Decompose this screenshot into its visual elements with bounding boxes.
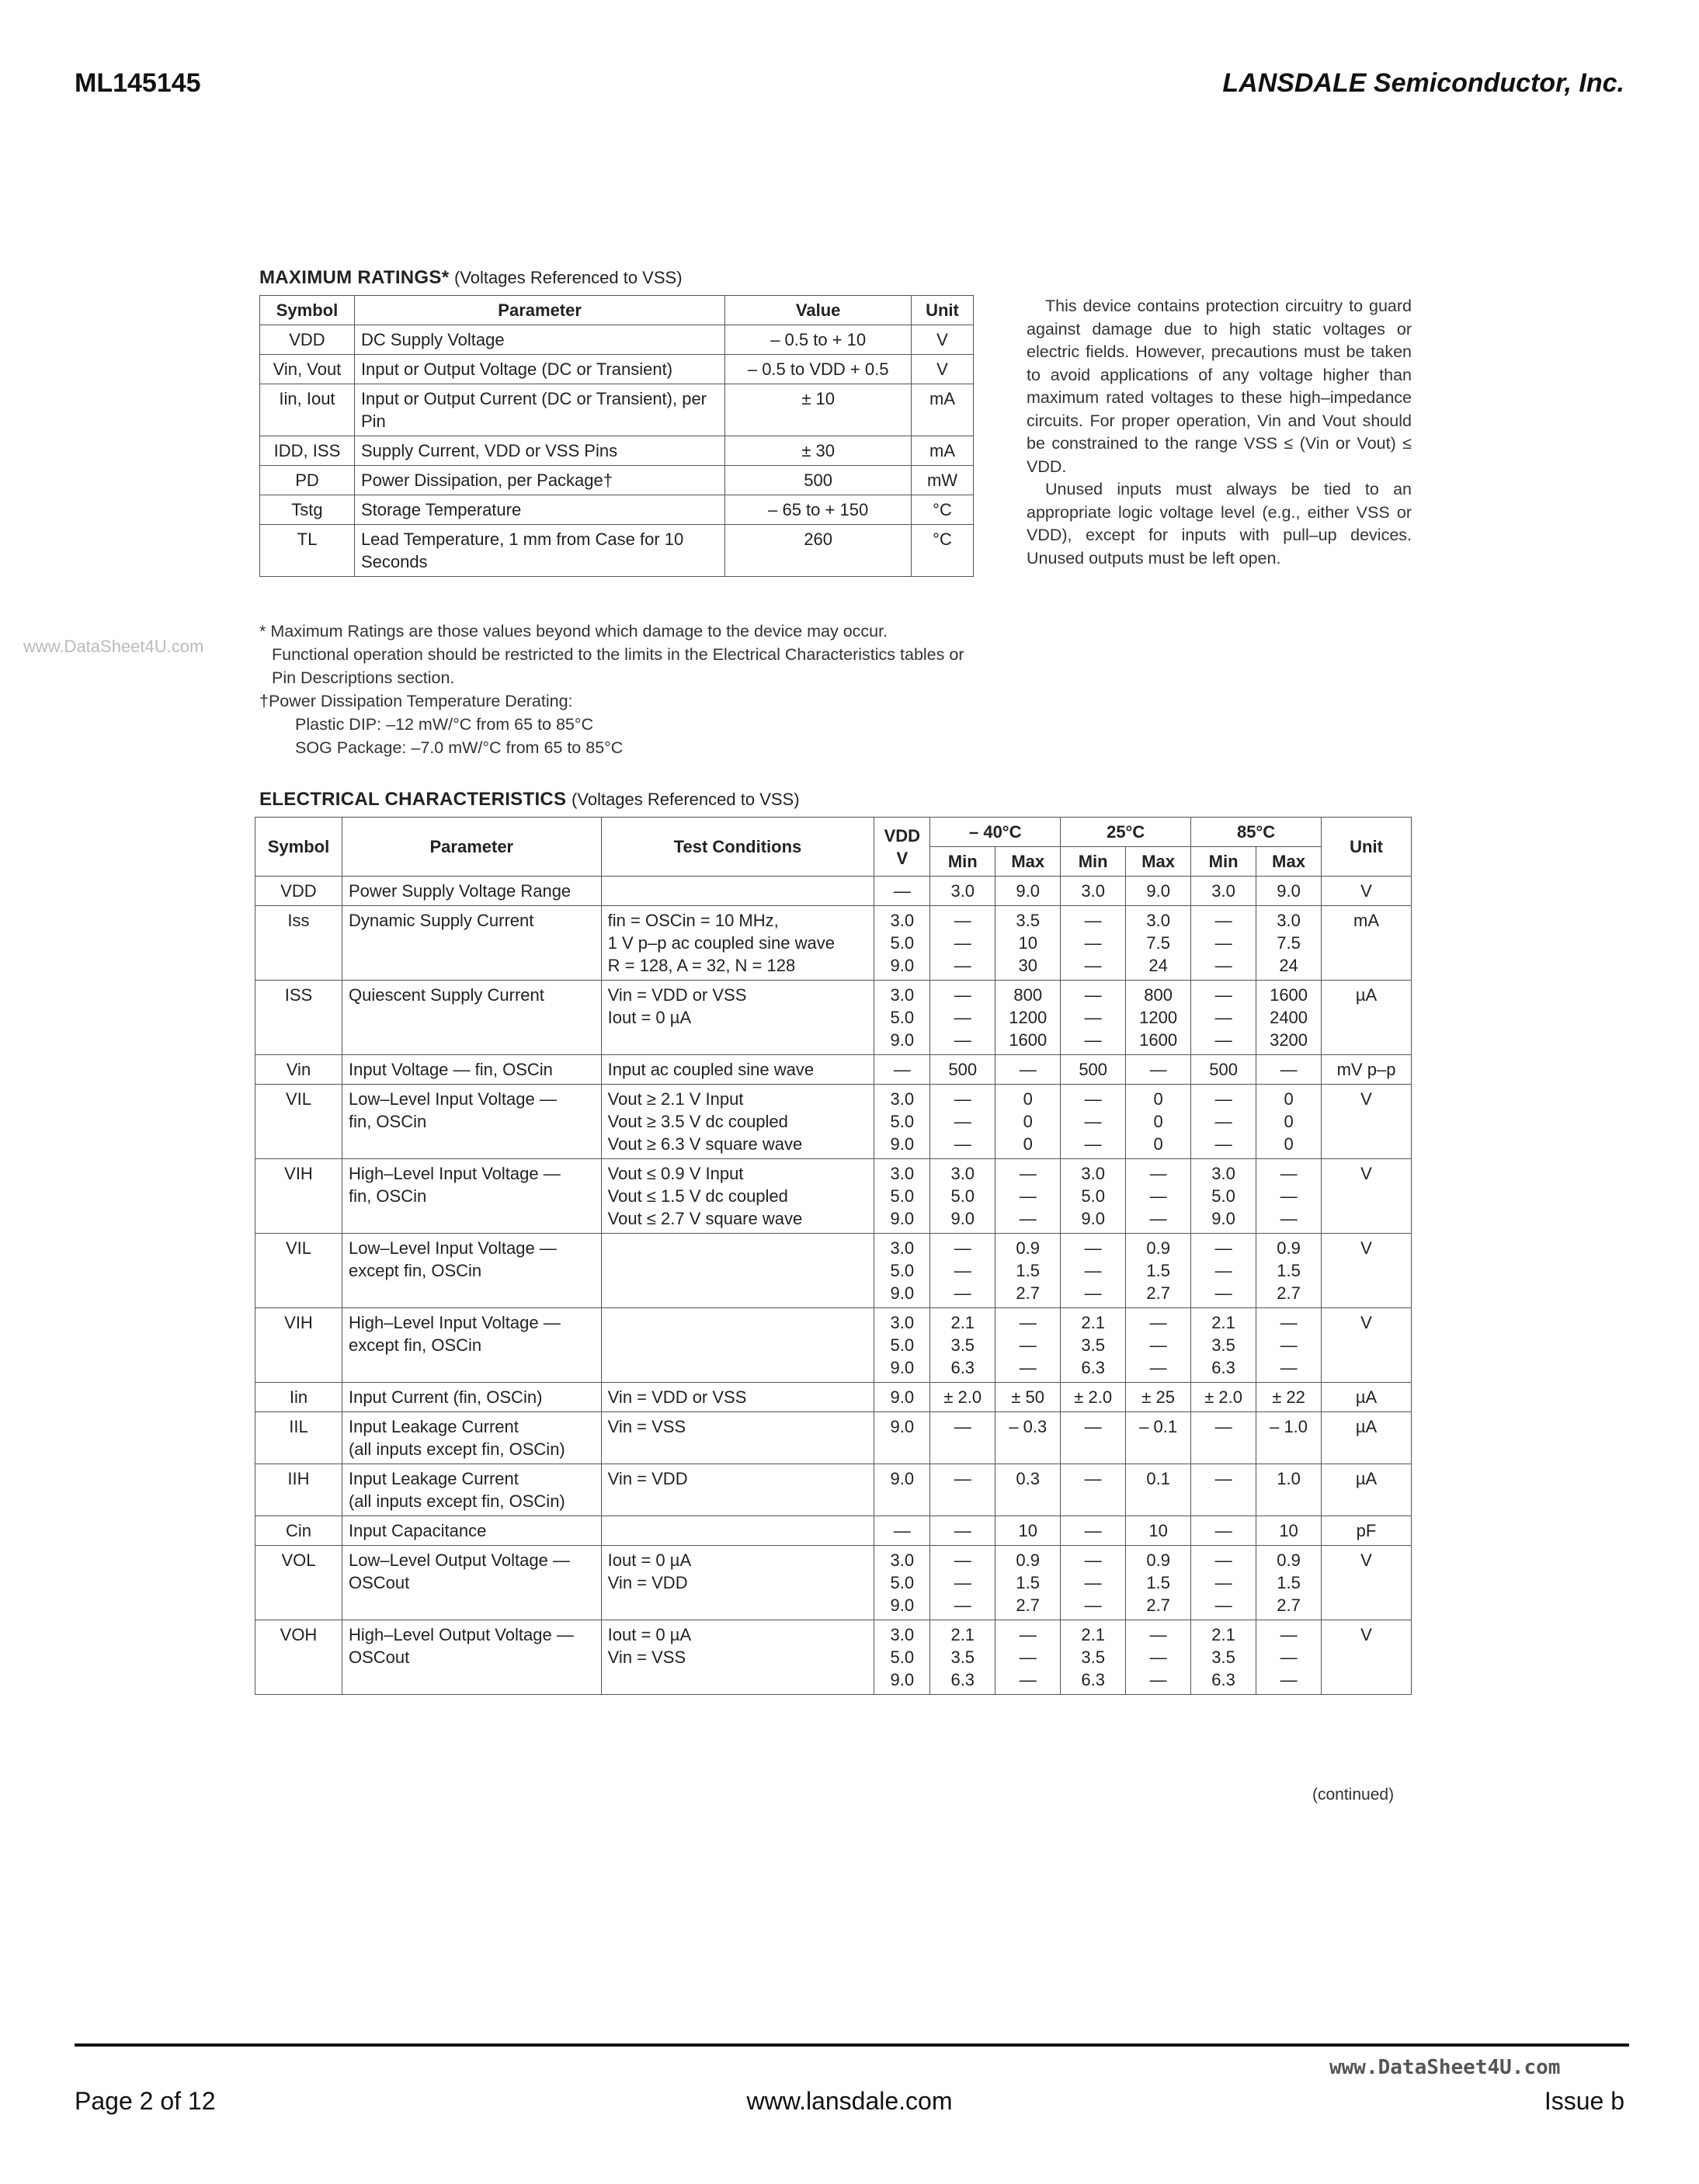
cell-test-conditions: Vout ≥ 2.1 V Input Vout ≥ 3.5 V dc coupled Vout ≥ 6.3 V square wave [601, 1085, 874, 1159]
cell-max: 9.0 [995, 877, 1061, 906]
cell-max: 800 1200 1600 [1126, 981, 1191, 1055]
elec-row [255, 1055, 1412, 1085]
cell-parameter: Low–Level Input Voltage — fin, OSCin [342, 1085, 601, 1159]
cell-vdd: 3.0 5.0 9.0 [874, 906, 930, 981]
cell-parameter: Input Current (fin, OSCin) [342, 1383, 601, 1412]
cell-unit: pF [1322, 1516, 1412, 1546]
max-ratings-header-row [260, 296, 974, 325]
cell-unit: V [1322, 1308, 1412, 1383]
footnote-dagger: †Power Dissipation Temperature Derating: [259, 692, 573, 710]
cell-min: 2.1 3.5 6.3 [1191, 1620, 1256, 1695]
cell-parameter: Dynamic Supply Current [342, 906, 601, 981]
cell-min: 3.0 [930, 877, 995, 906]
cell-vdd: 3.0 5.0 9.0 [874, 1546, 930, 1620]
cell-min: — [1061, 1464, 1126, 1516]
cell-max: 0.9 1.5 2.7 [1256, 1546, 1322, 1620]
cell-max: ± 25 [1126, 1383, 1191, 1412]
cell-test-conditions: fin = OSCin = 10 MHz, 1 V p–p ac coupled sine wave R = 128, A = 32, N = 128 [601, 906, 874, 981]
cell-max: 0.9 1.5 2.7 [1126, 1546, 1191, 1620]
cell-max: — — — [1256, 1620, 1322, 1695]
vdd-unit: V [896, 848, 909, 868]
col-header-temp-1: – 40°C [930, 818, 1061, 847]
cell-parameter: Low–Level Input Voltage — except fin, OSCin [342, 1234, 601, 1308]
cell-min: — — — [1191, 1546, 1256, 1620]
cell-symbol: Iin, Iout [260, 384, 355, 436]
cell-parameter: Input Leakage Current (all inputs except fin, OSCin) [342, 1412, 601, 1464]
col-header-test: Test Conditions [601, 818, 874, 877]
cell-max: — — — [1126, 1620, 1191, 1695]
max-ratings-table [259, 295, 974, 577]
cell-min: — [1061, 1412, 1126, 1464]
cell-min: — — — [1191, 981, 1256, 1055]
cell-unit: V [1322, 877, 1412, 906]
cell-min: — — — [930, 1085, 995, 1159]
elec-header-row-1 [255, 818, 1412, 847]
watermark-text: www.DataSheet4U.com [23, 637, 204, 656]
max-ratings-heading: MAXIMUM RATINGS* [259, 267, 450, 288]
cell-min: — — — [1191, 1085, 1256, 1159]
footer-rule [75, 2043, 1629, 2047]
col-header-temp-2: 25°C [1061, 818, 1191, 847]
max-ratings-note: (Voltages Referenced to VSS) [454, 268, 683, 287]
cell-min: ± 2.0 [930, 1383, 995, 1412]
footer-watermark: www.DataSheet4U.com [1329, 2056, 1561, 2079]
max-ratings-row [260, 384, 974, 436]
cell-min: — — — [1191, 906, 1256, 981]
header-company: LANSDALE Semiconductor, Inc. [1222, 68, 1624, 98]
cell-min: 3.0 [1061, 877, 1126, 906]
cell-max: 0 0 0 [1126, 1085, 1191, 1159]
cell-min: — — — [930, 906, 995, 981]
footnote-star: * Maximum Ratings are those values beyond which damage to the device may occur. [259, 622, 888, 641]
max-ratings-row [260, 436, 974, 466]
cell-test-conditions: Input ac coupled sine wave [601, 1055, 874, 1085]
cell-max: 0.1 [1126, 1464, 1191, 1516]
cell-symbol: Vin, Vout [260, 355, 355, 384]
cell-min: ± 2.0 [1191, 1383, 1256, 1412]
footnote-sog: SOG Package: –7.0 mW/°C from 65 to 85°C [295, 738, 624, 757]
max-ratings-row [260, 355, 974, 384]
cell-unit: V [1322, 1234, 1412, 1308]
col-header-temp-3: 85°C [1191, 818, 1322, 847]
cell-vdd: — [874, 877, 930, 906]
col-header-max: Max [995, 847, 1061, 877]
cell-max: — [995, 1055, 1061, 1085]
cell-symbol: IIL [255, 1412, 342, 1464]
cell-max: — — — [1256, 1308, 1322, 1383]
elec-row [255, 1159, 1412, 1234]
col-header: Parameter [354, 296, 724, 325]
cell-value: – 0.5 to VDD + 0.5 [725, 355, 912, 384]
col-header-max: Max [1256, 847, 1322, 877]
cell-parameter: High–Level Input Voltage — fin, OSCin [342, 1159, 601, 1234]
cell-test-conditions: Vin = VDD [601, 1464, 874, 1516]
vdd-label: VDD [884, 825, 921, 845]
cell-min: — — — [1061, 981, 1126, 1055]
cell-unit: V [912, 325, 974, 355]
cell-unit: V [1322, 1159, 1412, 1234]
cell-unit: mA [1322, 906, 1412, 981]
cell-min: — [930, 1464, 995, 1516]
elec-row [255, 1546, 1412, 1620]
col-header: Unit [912, 296, 974, 325]
cell-unit: V [1322, 1085, 1412, 1159]
cell-parameter: Quiescent Supply Current [342, 981, 601, 1055]
cell-parameter: Input or Output Voltage (DC or Transient) [354, 355, 724, 384]
cell-min: ± 2.0 [1061, 1383, 1126, 1412]
cell-vdd: 9.0 [874, 1464, 930, 1516]
col-header-min: Min [1061, 847, 1126, 877]
cell-symbol: VIL [255, 1085, 342, 1159]
cell-max: 0.9 1.5 2.7 [1256, 1234, 1322, 1308]
elec-note: (Voltages Referenced to VSS) [572, 790, 800, 809]
col-header-parameter: Parameter [342, 818, 601, 877]
cell-parameter: Power Dissipation, per Package† [354, 466, 724, 495]
cell-vdd: — [874, 1055, 930, 1085]
cell-test-conditions: Vin = VSS [601, 1412, 874, 1464]
cell-value: ± 30 [725, 436, 912, 466]
continued-label: (continued) [1312, 1786, 1395, 1804]
cell-parameter: Lead Temperature, 1 mm from Case for 10 Seconds [354, 525, 724, 577]
cell-symbol: VOL [255, 1546, 342, 1620]
footer-url: www.lansdale.com [746, 2087, 953, 2115]
cell-test-conditions: Vin = VDD or VSS Iout = 0 µA [601, 981, 874, 1055]
elec-row [255, 1620, 1412, 1695]
cell-symbol: Tstg [260, 495, 355, 525]
cell-min: — [930, 1412, 995, 1464]
cell-symbol: Cin [255, 1516, 342, 1546]
cell-unit: °C [912, 495, 974, 525]
cell-max: 0.3 [995, 1464, 1061, 1516]
cell-min: 500 [1191, 1055, 1256, 1085]
cell-max: 0 0 0 [995, 1085, 1061, 1159]
cell-symbol: Vin [255, 1055, 342, 1085]
cell-min: 2.1 3.5 6.3 [930, 1308, 995, 1383]
cell-min: — — — [930, 1546, 995, 1620]
cell-min: 2.1 3.5 6.3 [1061, 1308, 1126, 1383]
cell-max: ± 22 [1256, 1383, 1322, 1412]
elec-row [255, 1412, 1412, 1464]
cell-min: — [1061, 1516, 1126, 1546]
cell-unit: mA [912, 384, 974, 436]
col-header-min: Min [930, 847, 995, 877]
cell-test-conditions: Iout = 0 µA Vin = VDD [601, 1546, 874, 1620]
cell-max: 10 [1256, 1516, 1322, 1546]
cell-max: 0.9 1.5 2.7 [1126, 1234, 1191, 1308]
elec-row [255, 1516, 1412, 1546]
max-ratings-title [259, 267, 683, 289]
cell-max: 800 1200 1600 [995, 981, 1061, 1055]
page-number: Page 2 of 12 [75, 2087, 216, 2115]
footnote-dip: Plastic DIP: –12 mW/°C from 65 to 85°C [295, 715, 594, 734]
elec-row [255, 1085, 1412, 1159]
cell-parameter: Input Capacitance [342, 1516, 601, 1546]
cell-test-conditions: Vin = VDD or VSS [601, 1383, 874, 1412]
cell-min: 500 [1061, 1055, 1126, 1085]
elec-body [255, 877, 1412, 1695]
cell-symbol: Iss [255, 906, 342, 981]
cell-test-conditions: Iout = 0 µA Vin = VSS [601, 1620, 874, 1695]
cell-min: 2.1 3.5 6.3 [1061, 1620, 1126, 1695]
cell-vdd: 3.0 5.0 9.0 [874, 1234, 930, 1308]
cell-unit: mA [912, 436, 974, 466]
cell-min: 3.0 5.0 9.0 [930, 1159, 995, 1234]
cell-max: — — — [1126, 1159, 1191, 1234]
cell-parameter: Storage Temperature [354, 495, 724, 525]
max-ratings-footnotes [259, 620, 982, 759]
cell-max: 3.0 7.5 24 [1256, 906, 1322, 981]
footnote-star-cont: Functional operation should be restricted to the limits in the Electrical Characteristics tables or Pin Descriptions section. [272, 645, 964, 687]
cell-max: — — — [995, 1620, 1061, 1695]
cell-min: — — — [1191, 1234, 1256, 1308]
cell-vdd: 3.0 5.0 9.0 [874, 981, 930, 1055]
cell-symbol: IDD, ISS [260, 436, 355, 466]
col-header: Value [725, 296, 912, 325]
max-ratings-row [260, 495, 974, 525]
cell-symbol: IIH [255, 1464, 342, 1516]
cell-max: 3.0 7.5 24 [1126, 906, 1191, 981]
cell-value: ± 10 [725, 384, 912, 436]
cell-max: 10 [1126, 1516, 1191, 1546]
cell-unit: mV p–p [1322, 1055, 1412, 1085]
cell-min: — — — [930, 981, 995, 1055]
cell-parameter: High–Level Output Voltage — OSCout [342, 1620, 601, 1695]
cell-vdd: 9.0 [874, 1383, 930, 1412]
header-part-number: ML145145 [75, 68, 201, 98]
cell-test-conditions [601, 877, 874, 906]
cell-min: — [1191, 1464, 1256, 1516]
cell-min: 2.1 3.5 6.3 [1191, 1308, 1256, 1383]
cell-symbol: ISS [255, 981, 342, 1055]
cell-max: 1.0 [1256, 1464, 1322, 1516]
cell-parameter: Input Voltage — fin, OSCin [342, 1055, 601, 1085]
cell-max: – 0.3 [995, 1412, 1061, 1464]
cell-symbol: VDD [255, 877, 342, 906]
cell-unit: µA [1322, 1464, 1412, 1516]
cell-min: — — — [930, 1234, 995, 1308]
cell-unit: V [1322, 1620, 1412, 1695]
cell-max: — [1256, 1055, 1322, 1085]
cell-min: — — — [1061, 1234, 1126, 1308]
elec-row [255, 981, 1412, 1055]
cell-unit: V [1322, 1546, 1412, 1620]
cell-max: — — — [1256, 1159, 1322, 1234]
max-ratings-row [260, 466, 974, 495]
elec-row [255, 1383, 1412, 1412]
cell-max: 0 0 0 [1256, 1085, 1322, 1159]
cell-max: — [1126, 1055, 1191, 1085]
cell-max: – 0.1 [1126, 1412, 1191, 1464]
cell-symbol: VIL [255, 1234, 342, 1308]
elec-row [255, 906, 1412, 981]
cell-unit: V [912, 355, 974, 384]
cell-vdd: 3.0 5.0 9.0 [874, 1159, 930, 1234]
electrical-characteristics-table [255, 817, 1412, 1695]
max-ratings-row [260, 325, 974, 355]
col-header-symbol: Symbol [255, 818, 342, 877]
cell-max: — — — [995, 1308, 1061, 1383]
cell-max: — — — [995, 1159, 1061, 1234]
col-header-min: Min [1191, 847, 1256, 877]
cell-min: 3.0 5.0 9.0 [1061, 1159, 1126, 1234]
cell-max: 9.0 [1126, 877, 1191, 906]
cell-max: 10 [995, 1516, 1061, 1546]
cell-parameter: High–Level Input Voltage — except fin, OSCin [342, 1308, 601, 1383]
col-header-max: Max [1126, 847, 1191, 877]
col-header-vdd [874, 818, 930, 877]
cell-value: – 0.5 to + 10 [725, 325, 912, 355]
handling-note [1027, 295, 1412, 570]
cell-symbol: VIH [255, 1159, 342, 1234]
cell-min: 2.1 3.5 6.3 [930, 1620, 995, 1695]
cell-symbol: Iin [255, 1383, 342, 1412]
elec-heading: ELECTRICAL CHARACTERISTICS [259, 789, 567, 810]
elec-title [259, 789, 800, 811]
cell-min: — — — [1061, 906, 1126, 981]
cell-min: 500 [930, 1055, 995, 1085]
cell-min: — [930, 1516, 995, 1546]
cell-min: — — — [1061, 1085, 1126, 1159]
handling-note-p1: This device contains protection circuitry to guard against damage due to high static voltages or electric fields. However, precautions must be taken to avoid applications of any voltage higher than maximum rated voltages to these high–impedance circuits. For proper operation, Vin and Vout should be constrained to the range VSS ≤ (Vin or Vout) ≤ VDD. [1027, 297, 1412, 476]
cell-unit: mW [912, 466, 974, 495]
cell-symbol: VOH [255, 1620, 342, 1695]
cell-symbol: TL [260, 525, 355, 577]
col-header: Symbol [260, 296, 355, 325]
cell-parameter: DC Supply Voltage [354, 325, 724, 355]
cell-unit: µA [1322, 1412, 1412, 1464]
col-header-unit: Unit [1322, 818, 1412, 877]
cell-unit: µA [1322, 981, 1412, 1055]
cell-parameter: Low–Level Output Voltage — OSCout [342, 1546, 601, 1620]
cell-vdd: 3.0 5.0 9.0 [874, 1085, 930, 1159]
cell-symbol: PD [260, 466, 355, 495]
cell-value: – 65 to + 150 [725, 495, 912, 525]
max-ratings-row [260, 525, 974, 577]
cell-vdd: 3.0 5.0 9.0 [874, 1308, 930, 1383]
cell-max: 3.5 10 30 [995, 906, 1061, 981]
cell-min: — — — [1061, 1546, 1126, 1620]
cell-parameter: Power Supply Voltage Range [342, 877, 601, 906]
cell-max: 0.9 1.5 2.7 [995, 1234, 1061, 1308]
cell-max: – 1.0 [1256, 1412, 1322, 1464]
issue-label: Issue b [1544, 2087, 1624, 2115]
cell-parameter: Input or Output Current (DC or Transient), per Pin [354, 384, 724, 436]
cell-max: 1600 2400 3200 [1256, 981, 1322, 1055]
handling-note-p2: Unused inputs must always be tied to an appropriate logic voltage level (e.g., either VSS or VDD), except for inputs with pull–up devices. Unused outputs must be left open. [1027, 480, 1412, 568]
cell-value: 500 [725, 466, 912, 495]
cell-max: — — — [1126, 1308, 1191, 1383]
cell-vdd: — [874, 1516, 930, 1546]
cell-max: 9.0 [1256, 877, 1322, 906]
elec-row [255, 1234, 1412, 1308]
cell-parameter: Supply Current, VDD or VSS Pins [354, 436, 724, 466]
cell-test-conditions [601, 1308, 874, 1383]
cell-test-conditions [601, 1234, 874, 1308]
cell-min: — [1191, 1516, 1256, 1546]
max-ratings-body [260, 325, 974, 577]
cell-test-conditions: Vout ≤ 0.9 V Input Vout ≤ 1.5 V dc coupled Vout ≤ 2.7 V square wave [601, 1159, 874, 1234]
cell-vdd: 9.0 [874, 1412, 930, 1464]
cell-max: ± 50 [995, 1383, 1061, 1412]
cell-min: — [1191, 1412, 1256, 1464]
cell-unit: µA [1322, 1383, 1412, 1412]
cell-max: 0.9 1.5 2.7 [995, 1546, 1061, 1620]
cell-test-conditions [601, 1516, 874, 1546]
cell-min: 3.0 5.0 9.0 [1191, 1159, 1256, 1234]
cell-parameter: Input Leakage Current (all inputs except fin, OSCin) [342, 1464, 601, 1516]
cell-vdd: 3.0 5.0 9.0 [874, 1620, 930, 1695]
elec-row [255, 1464, 1412, 1516]
cell-symbol: VDD [260, 325, 355, 355]
cell-symbol: VIH [255, 1308, 342, 1383]
cell-value: 260 [725, 525, 912, 577]
cell-unit: °C [912, 525, 974, 577]
elec-row [255, 877, 1412, 906]
cell-min: 3.0 [1191, 877, 1256, 906]
elec-row [255, 1308, 1412, 1383]
